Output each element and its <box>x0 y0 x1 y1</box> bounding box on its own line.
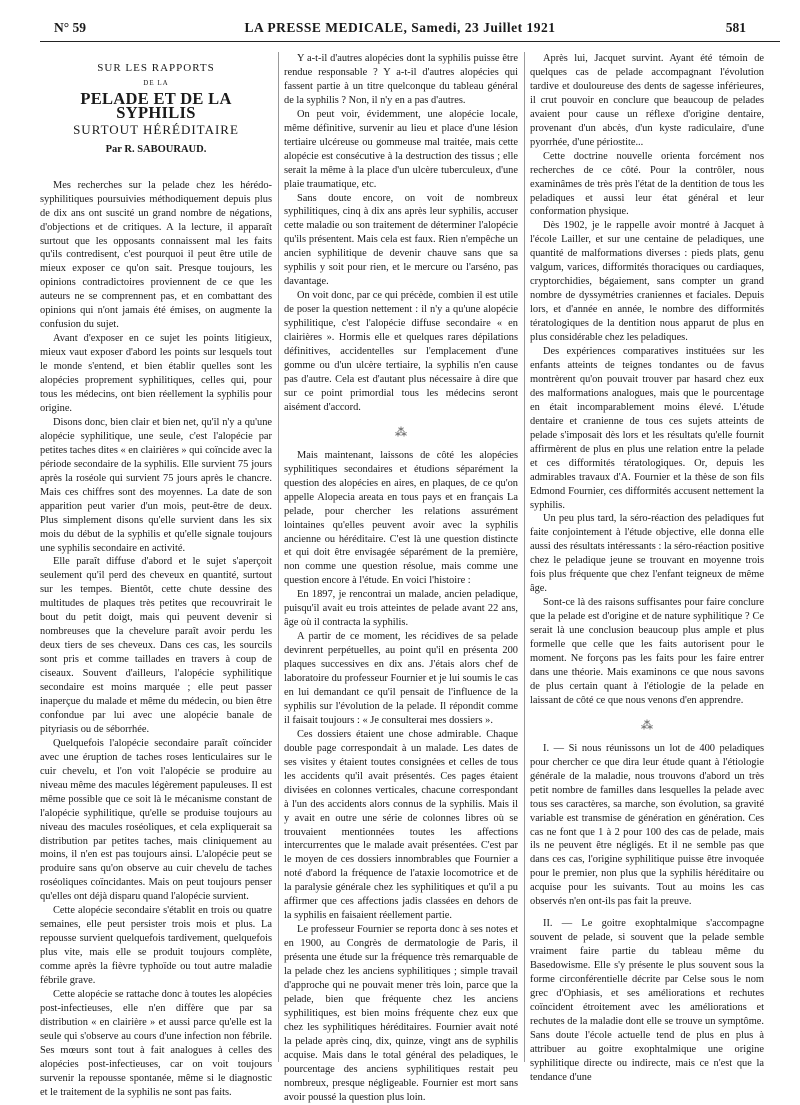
article-subtitle: SURTOUT HÉRÉDITAIRE <box>73 121 239 137</box>
paragraph: En 1897, je rencontrai un malade, ancien peladique, puisqu'il avait eu trois atteintes de pelade avant 22 ans, âge où il contracta la syphilis. <box>284 589 518 629</box>
paragraph-gap <box>530 909 764 917</box>
page-header <box>0 16 800 40</box>
paragraph: On voit donc, par ce qui précède, combien il est utile de poser la question nettement : il n'y a qu'une alopécie syphilitique, c'est l'alopécie diffuse secondaire « en clairières ». Hormis elle et quelques rares dépilations définitives, accidentelles sur l'emplacement d'une gomme ou d'un ulcère tertiaire, la syphilis n'en cause pas d'autre. Cela est d'autant plus nécessaire à dire que sur ce point primordial tous les médecins seront aisément d'accord. <box>284 290 518 413</box>
paragraph: On peut voir, évidemment, une alopécie locale, même définitive, survenir au lieu et place d'une lésion tertiaire ulcéreuse ou gommeuse mal traitée, mais cette alopécie est consécutive à la destruction des tissus ; elle serait la même à la place d'un ulcère tuberculeux, d'une plaie traumatique, etc. <box>284 108 518 190</box>
section-separator: ⁂ <box>395 424 407 439</box>
paragraph: Disons donc, bien clair et bien net, qu'il n'y a qu'une alopécie syphilitique, une seule, c'est l'alopécie par petites taches dites « en clairières » qui coïncide avec la période secondaire de la syphilis. Elle survient 75 jours après la roséole qui survient 75 jours après le chancre. Mais ces chiffres sont des moyennes. La date de son apparition peut varier d'un mois, peut-être de deux. Plus simplement disons qu'elle survient dans les six mois du début de la syphilis et qu'elle signale toujours une syphilis secondaire en activité. <box>40 416 272 554</box>
paragraph: Des expériences comparatives instituées sur les enfants atteints de teignes tondantes ou de favus montrèrent qu'on pouvait trouver par hasard chez eux des malformations analogues, mais que le pourcentage en était incomparablement moins élevé. L'étude dentaire et cranienne de tous ces sujets atteints de pelade s'imposait dès lors et les résultats qu'elle fournit affirmèrent de plus en plus une relation entre la pelade et ces difformités tératologiques. Or, depuis les admirables travaux d'A. Fournier et la thèse de son fils Edmond Fournier, ces difformités accusent nettement la syphilis. <box>530 346 764 511</box>
issue-number: N° 59 <box>54 20 87 35</box>
paragraph: Y a-t-il d'autres alopécies dont la syphilis puisse être rendue responsable ? Y a-t-il d'autres alopécies qui fassent partie à un titre quelconque du tableau général de la syphilis ? Non, il n'y en a pas d'autres. <box>284 53 518 106</box>
paragraph: Mes recherches sur la pelade chez les hérédo-syphilitiques poursuivies méthodiquement depuis plus de dix ans ont suscité un grand nombre de négations, d'objections et de critiques. A la lecture, il apparaît surtout que les opposants connaissent mal les faits qu'ils contredisent, c'est pourquoi il peut être utile de mieux exposer ce qu'on sait. Presque toujours, les opinions contradictoires proviennent de ce que les auteurs ne se comprennent pas, et en combattant des opinions qui n'ont jamais été émises, on augmente la confusion du sujet. <box>40 179 272 331</box>
column-divider <box>524 52 525 1062</box>
column-3 <box>530 52 764 1083</box>
paragraph: Cette doctrine nouvelle orienta forcément nos recherches de ce côté. Pour la contrôler, nous examinâmes de très près l'état de la dentition de tous les peladiques et aussi leur état général et leur conformation physique. <box>530 150 764 218</box>
paragraph: A partir de ce moment, les récidives de sa pelade devinrent perpétuelles, au point qu'il en présenta 200 plaques successives en dix ans. J'étais alors chef de laboratoire du professeur Fournier et je lui soumis le cas en lui demandant ce qu'il pensait de l'influence de la syphilis sur l'évolution de la pelade. Il répondit comme il faisait toujours : « Je consulterai mes dossiers ». <box>284 631 519 726</box>
column-1 <box>40 52 272 1098</box>
paragraph: Mais maintenant, laissons de côté les alopécies syphilitiques secondaires et étudions séparément la question des alopécies en aires, en plaques, de ce qu'on appelle Alopecia areata en tous pays et en français La pelade, pour chercher les relations assurément lointaines qu'elles peuvent avoir avec la syphilis ancienne ou héréditaire. C'est là une question distincte et qui doit être envisagée séparément de la première, non comme une question résolue, mais comme une question encore à l'étude. En voici l'histoire : <box>284 449 518 587</box>
paragraph: Cette alopécie se rattache donc à toutes les alopécies post-infectieuses, elle n'en diffère que par sa distribution « en clairière » et aussi parce qu'elle est la seule qui s'observe au cours d'une infection non fébrile. Ses mœurs sont tout à fait analogues à celles des alopécies post-infectieuses, car on voit toujours survenir la repousse spontanée, même si le diagnostic et le traitement de la syphilis ne sont pas faits. <box>40 989 272 1098</box>
header-rule <box>40 41 780 42</box>
section-separator: ⁂ <box>641 717 653 732</box>
page-number: 581 <box>725 20 746 35</box>
paragraph: Sont-ce là des raisons suffisantes pour faire conclure que la pelade est d'origine et de nature syphilitique ? Ce serait là une conclusion beaucoup plus ample et plus formelle que celle que les faits autorisent pour le moment. Ne forçons pas les faits pour les faire entrer dans une théorie. Mais examinons ce que nous savons de plus certain quant à l'étiologie de la pelade en laissant de côté ce que nous venons d'en apprendre. <box>530 597 764 706</box>
paragraph: Le professeur Fournier se reporta donc à ses notes et en 1900, au Congrès de dermatologie de Paris, il présenta une étude sur la fréquence très remarquable de la pelade chez les anciens syphilitiques ; simple travail d'approche qui ne pouvait mener très loin, parce que la pelade, bien que fréquente chez les anciens syphilitiques, est bien moins fréquente chez eux que chez les syphilitiques héréditaires. Fournier avait noté la pelade après cinq, dix, quinze, vingt ans de syphilis acquise. Mais dans le total général des peladiques, le pourcentage des anciens syphilitiques restait peu nombreux, presque négligeable. Fournier est mort sans avoir poussé la question plus loin. <box>284 924 518 1103</box>
paragraph: Elle paraît diffuse d'abord et le sujet s'aperçoit seulement qu'il perd des cheveux en quantité, surtout sur les tempes. Bientôt, cette chute dessine des multitudes de plaques très petites que recouvrirait le bout du petit doigt, mais qui peuvent devenir si nombreuses que la chevelure paraît avoir perdu les deux tiers de ses cheveux. Dans ces cas, les sourcils sont pris et comme taillades en travers à coup de ciseaux. Souvent d'ailleurs, l'alopécie syphilitique secondaire est moins marquée ; elle peut passer inaperçue du malade et même du médecin, ou bien être confondue par lui avec une alopécie banale de pityriasis ou de séborrhée. <box>40 556 272 735</box>
paragraph: II. — Le goitre exophtalmique s'accompagne souvent de pelade, si souvent que la pelade semble vraiment faire partie du tableau même du Basedowisme. Elle s'y présente le plus souvent sous la forme circonférentielle décrite par Celse sous le nom grec d'Ophiasis, et ses améliorations et rechutes coïncident étroitement avec les améliorations et rechutes de la maladie dont elle se trouve un symptôme. Sans doute l'école actuelle tend de plus en plus à attribuer au goitre exophtalmique une origine syphilitique directe ou indirecte, mais ce n'est que la tendance d'une <box>530 918 764 1083</box>
paragraph: Un peu plus tard, la séro-réaction des peladiques fut faite conjointement à l'étude objective, elle donna elle aussi des résultats intéressants : la séro-réaction positive chez le peladique jeune se trouvant en moyenne trois fois plus fréquente que chez l'enfant teigneux de même âge. <box>530 513 764 595</box>
paragraph: Avant d'exposer en ce sujet les points litigieux, mieux vaut exposer d'abord les points sur lesquels tout le monde s'entend, et bien établir quelles sont les alopécies proprement syphilitiques, celles qui, pour tous les médecins, ont bien réellement la syphilis pour origine. <box>40 333 272 414</box>
paragraph: Quelquefois l'alopécie secondaire paraît coïncider avec une éruption de taches roses lenticulaires sur le cuir chevelu, et l'on voit l'alopécie se produire au niveau même des macules légèrement papuleuses. Il est même possible que ce soit là le mécanisme constant de l'alopécie syphilitique, qu'elle se produise toujours au niveau des macules roséoliques, et cela expliquerait sa distribution par petites taches, mais cliniquement au moins, il n'en est pas toujours ainsi. L'alopécie peut se produire sans qu'on observe au cuir chevelu de taches roséoliques coïncidantes. Mais on peut toujours penser qu'elles ont déjà disparu quand l'alopécie survient. <box>40 737 272 903</box>
paragraph: Après lui, Jacquet survint. Ayant été témoin de quelques cas de pelade accompagnant l'évolution tardive et douloureuse des dents de sagesse inférieures, il crut pouvoir en conclure que beaucoup de pelades avaient pour cause un réflexe d'origine dentaire, provenant d'un abcès, d'un kyste radiculaire, d'une pyorrhée, d'une périostite... <box>530 53 764 148</box>
column-2 <box>284 52 519 1103</box>
article-author: Par R. SABOURAUD. <box>105 143 207 155</box>
paragraph: Cette alopécie secondaire s'établit en trois ou quatre semaines, elle peut persister trois mois et plus. La repousse survient quelquefois tardivement, quelquefois plus vite, mais elle se produit toujours complète, comme après la fièvre typhoïde ou tout autre maladie fébrile grave. <box>40 905 272 987</box>
paragraph: I. — Si nous réunissons un lot de 400 peladiques pour chercher ce que dira leur étude quant à l'étiologie générale de la maladie, nous trouvons d'abord un très petit nombre de familles dans lesquelles la pelade avec tous ses caractères, sa marche, son évolution, sa gravité variable est transmise de génération en génération. Ces cas ne font que 1 à 2 pour 100 des cas de pelade, mais ils ne peuvent être négligés. Et il ne semble pas que dans ces cas, l'origine syphilitique puisse être invoquée pour le premier, non plus que la syphilis héréditaire ou acquise pour les suivants. Tout au moins les cas observés n'en ont-ils pas fait la preuve. <box>530 742 764 908</box>
paragraph: Sans doute encore, on voit de nombreux syphilitiques, cinq à dix ans après leur syphilis, accuser cette maladie ou son traitement de déterminer l'alopécie qu'ils présentent. Mais cela est faux. Rien n'empêche un ancien syphilitique de devenir chauve sans que sa syphilis y soit pour rien, et le mercure ou l'arséno, pas davantage. <box>284 192 518 288</box>
paragraph: Ces dossiers étaient une chose admirable. Chaque double page correspondait à un malade. Les dates de ses visites y étaient toutes consignées et celles de tous les accidents qu'il avait présentés. Ces pages étaient divisées en colonnes verticales, chacune correspondant à l'un des accidents alors connus de la syphilis. Mais il y avait en outre une série de colonnes libres où se trouvaient mentionnées toutes les affections intercurrentes que le malade avait présentées. C'est par le moyen de ces dossiers innombrables que Fournier a noté d'abord la fréquence de l'ataxie locomotrice et de la paralysie générale chez les syphilitiques et qu'il a pu affirmer que ces affections jadis classées en dehors de la syphilis en faisaient réellement partie. <box>284 728 518 922</box>
article-kicker: SUR LES RAPPORTS <box>97 62 215 74</box>
article-kicker-small: DE LA <box>143 78 169 87</box>
journal-title: LA PRESSE MEDICALE, Samedi, 23 Juillet 1921 <box>244 20 556 35</box>
column-divider <box>278 52 279 1062</box>
article-title: PELADE ET DE LA SYPHILIS <box>80 88 232 122</box>
paragraph: Dès 1902, je le rappelle avoir montré à Jacquet à l'école Lailler, et sur une centaine de peladiques, une quantité de malformations diverses : pieds plats, genu valgum, varices, difformités thoraciques ou cardiaques, cryptorchidies, bégaiement, sans compter un grand nombre de dyssymétries craniennes et faciales. Depuis lors, et d'année en année, le nombre des difformités tératologiques de la dentition nous apparut de plus en plus considérable chez les peladiques. <box>530 220 764 344</box>
